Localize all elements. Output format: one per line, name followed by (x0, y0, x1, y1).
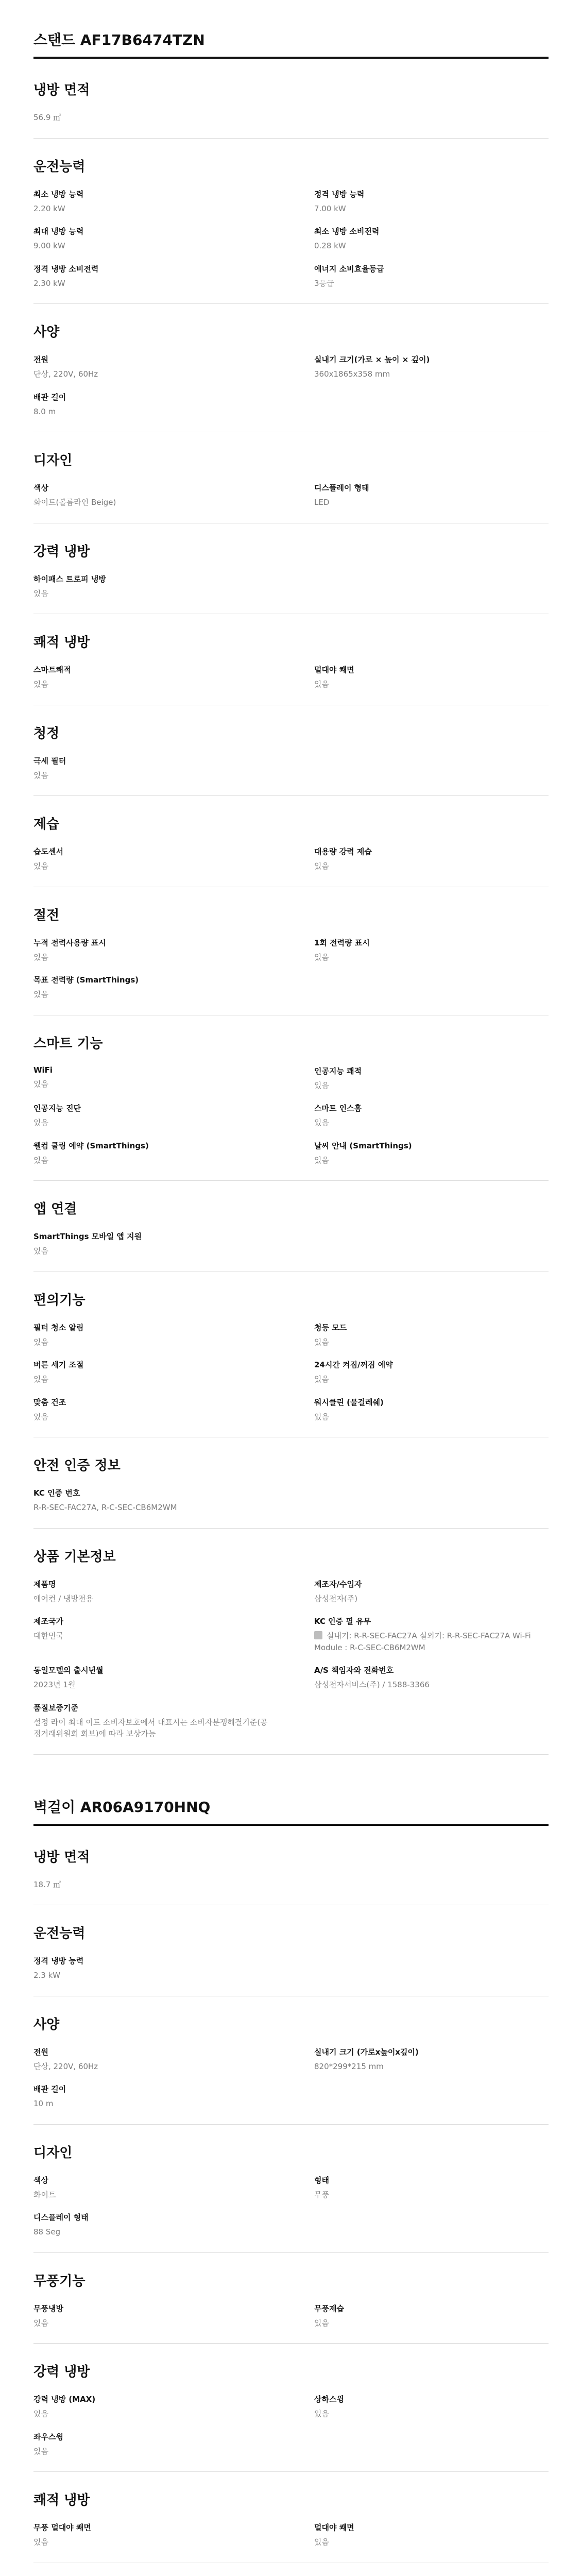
product-spec (33, 29, 549, 1755)
spec-section (33, 632, 549, 705)
spec-label: 정격 냉방 능력 (314, 189, 365, 199)
spec-value: 삼성전자서비스(주) / 1588-3366 (314, 1680, 430, 1689)
spec-section (33, 905, 549, 1015)
spec-value: 2023년 1월 (33, 1680, 76, 1689)
spec-item (33, 189, 268, 215)
spec-label: 동일모델의 출시년월 (33, 1666, 104, 1675)
spec-item (33, 664, 268, 690)
spec-section (33, 814, 549, 887)
spec-value-row (314, 1117, 549, 1129)
spec-label: 습도센서 (33, 847, 63, 856)
spec-value: 있음 (314, 680, 329, 689)
spec-value: 있음 (314, 1412, 329, 1421)
spec-value-row (33, 2536, 268, 2548)
spec-item (314, 2046, 549, 2073)
spec-value: 있음 (33, 861, 48, 871)
spec-value-row (33, 588, 268, 600)
spec-value-row (33, 770, 268, 782)
spec-item (33, 2522, 268, 2548)
spec-value: 있음 (33, 990, 48, 999)
spec-label: 무풍 멀대야 쾌면 (33, 2523, 91, 2532)
spec-value: 9.00 kW (33, 241, 65, 250)
spec-value: 화이트(볼륨라인 Beige) (33, 498, 116, 507)
spec-value: 2.3 kW (33, 1971, 61, 1980)
spec-value-row (33, 406, 268, 418)
spec-value-row (314, 952, 549, 963)
spec-value: 8.0 m (33, 406, 56, 416)
spec-value-row (33, 2446, 268, 2458)
spec-items (33, 1879, 549, 1891)
spec-value-row (314, 368, 549, 380)
spec-label: 에너지 소비효율등급 (314, 264, 384, 274)
spec-label: 제조국가 (33, 1617, 63, 1626)
spec-value-row (314, 1336, 549, 1348)
spec-label: 날씨 안내 (SmartThings) (314, 1141, 412, 1150)
spec-value-row (314, 203, 549, 215)
spec-item (33, 1397, 268, 1423)
spec-value: 3등급 (314, 278, 334, 288)
spec-item (314, 1616, 549, 1653)
spec-value-row (33, 1245, 268, 1257)
spec-value-row (33, 278, 268, 290)
spec-label: KC 인증 필 유무 (314, 1617, 371, 1626)
spec-section (33, 321, 549, 432)
spec-value: 에어컨 / 냉방전용 (33, 1594, 94, 1603)
spec-value: 있음 (33, 1337, 48, 1347)
spec-label: 멀대야 쾌면 (314, 2523, 354, 2532)
spec-item (33, 263, 268, 290)
spec-section (33, 450, 549, 523)
spec-label: KC 인증 번호 (33, 1488, 80, 1498)
spec-value-row (314, 2189, 549, 2201)
spec-label: 전원 (33, 2047, 48, 2057)
spec-value-row (33, 1630, 268, 1642)
spec-items (33, 1579, 549, 1740)
spec-label: 좌우스윙 (33, 2432, 63, 2442)
spec-value-row (33, 1411, 268, 1423)
spec-item (33, 1879, 268, 1891)
spec-section (33, 156, 549, 304)
spec-value: 설정 라이 최대 이트 소비자보호에서 대표시는 소비자분쟁해결기준(공정거래위원회 회보)에 따라 보상가능 (33, 1717, 268, 1738)
spec-value-row (314, 497, 549, 509)
spec-item (314, 1359, 549, 1385)
spec-label: 형태 (314, 2175, 329, 2185)
section-title: 냉방 면적 (33, 1849, 90, 1865)
spec-item (33, 1702, 268, 1740)
spec-section (33, 2142, 549, 2253)
spec-value: 있음 (33, 2409, 48, 2418)
spec-value-row (33, 112, 268, 124)
spec-value: 있음 (314, 861, 329, 871)
spec-value-row (33, 2226, 268, 2238)
spec-value: 있음 (314, 1337, 329, 1347)
spec-value: 7.00 kW (314, 204, 346, 213)
spec-value-row (33, 1679, 268, 1691)
section-title: 디자인 (33, 453, 73, 468)
spec-value-row (33, 2098, 268, 2110)
spec-label: 최소 냉방 소비전력 (314, 227, 380, 236)
spec-value: 있음 (33, 2318, 48, 2328)
model-title: 스탠드 AF17B6474TZN (33, 29, 549, 59)
spec-value: 0.28 kW (314, 241, 346, 250)
spec-label: 제품명 (33, 1579, 56, 1589)
spec-value: R-R-SEC-FAC27A, R-C-SEC-CB6M2WM (33, 1503, 177, 1512)
spec-label: 최소 냉방 능력 (33, 189, 84, 199)
spec-item (33, 1665, 268, 1691)
spec-value-row (314, 1155, 549, 1166)
spec-item (33, 2046, 268, 2073)
spec-item (33, 1579, 268, 1605)
kc-mark-icon (314, 1631, 322, 1639)
spec-item (33, 573, 268, 600)
spec-item (33, 974, 268, 1001)
spec-value: 있음 (33, 952, 48, 962)
spec-value-row (314, 2536, 549, 2548)
spec-label: 정격 냉방 소비전력 (33, 264, 99, 274)
spec-item (314, 2394, 549, 2420)
spec-value: 있음 (314, 2318, 329, 2328)
spec-item (33, 392, 268, 418)
spec-section (33, 2361, 549, 2472)
spec-section (33, 2014, 549, 2125)
spec-value-row (314, 2317, 549, 2329)
spec-item (33, 1322, 268, 1348)
spec-items (33, 2394, 549, 2457)
spec-item (33, 1231, 268, 1257)
model-title: 벽걸이 AR06A9170HNQ (33, 1796, 549, 1826)
spec-value-row (314, 1374, 549, 1385)
spec-item (314, 2303, 549, 2329)
spec-value: 있음 (33, 1079, 48, 1089)
spec-value-row (33, 1717, 268, 1740)
spec-item (33, 755, 268, 782)
spec-value: 있음 (33, 770, 48, 780)
spec-item (314, 846, 549, 872)
spec-value: 있음 (33, 2446, 48, 2456)
spec-item (314, 1579, 549, 1605)
spec-section (33, 79, 549, 139)
spec-value-row (33, 1078, 268, 1090)
section-title: 디자인 (33, 2145, 73, 2161)
spec-items (33, 1955, 549, 1981)
spec-label: 상하스윙 (314, 2395, 344, 2404)
spec-value-row (33, 240, 268, 252)
spec-value-row (314, 1411, 549, 1423)
spec-label: SmartThings 모바일 앱 지원 (33, 1232, 142, 1241)
spec-value: 2.20 kW (33, 204, 65, 213)
spec-label: 무풍냉방 (33, 2303, 63, 2313)
spec-value: 10 m (33, 2099, 54, 2108)
spec-item (314, 482, 549, 509)
spec-item (314, 2522, 549, 2548)
section-title: 청정 (33, 725, 60, 741)
spec-value: 있음 (33, 2537, 48, 2547)
spec-value-row (33, 1593, 268, 1605)
spec-label: 하이패스 트로피 냉방 (33, 574, 106, 584)
spec-section (33, 2489, 549, 2563)
spec-label: 대용량 강력 제습 (314, 847, 372, 856)
spec-item (314, 937, 549, 963)
spec-section (33, 1923, 549, 1996)
spec-items (33, 112, 549, 124)
spec-label: 실내기 크기 (가로x높이x깊이) (314, 2047, 419, 2057)
spec-item (33, 1487, 268, 1514)
spec-value: 있음 (314, 1118, 329, 1127)
spec-label: 스마트쾌적 (33, 665, 71, 674)
spec-value: 단상, 220V, 60Hz (33, 2061, 98, 2071)
spec-items (33, 2303, 549, 2329)
spec-value-row (33, 989, 268, 1001)
spec-value-row (314, 240, 549, 252)
spec-label: 인공지능 진단 (33, 1104, 81, 1113)
spec-value: 있음 (33, 1155, 48, 1165)
spec-value-row (33, 368, 268, 380)
spec-item (33, 482, 268, 509)
spec-section (33, 1455, 549, 1529)
spec-items (33, 573, 549, 600)
spec-value: 2.30 kW (33, 278, 65, 288)
spec-value: 있음 (314, 2537, 329, 2547)
spec-label: 최대 냉방 능력 (33, 227, 84, 236)
spec-item (314, 354, 549, 380)
spec-items (33, 2522, 549, 2548)
spec-item (33, 1359, 268, 1385)
spec-item (33, 1140, 268, 1166)
spec-value-row (33, 1117, 268, 1129)
spec-item (33, 937, 268, 963)
spec-value: LED (314, 498, 330, 507)
spec-value-row (33, 2061, 268, 2073)
spec-label: 청등 모드 (314, 1323, 347, 1332)
spec-value: 820*299*215 mm (314, 2061, 384, 2071)
spec-value: 있음 (314, 1080, 329, 1090)
spec-label: 목표 전력량 (SmartThings) (33, 975, 139, 985)
spec-value: 있음 (314, 952, 329, 962)
spec-items (33, 482, 549, 509)
spec-value: 실내기: R-R-SEC-FAC27A 실외기: R-R-SEC-FAC27A Wi-Fi Module : R-C-SEC-CB6M2WM (314, 1631, 531, 1652)
section-title: 쾌적 냉방 (33, 635, 90, 650)
spec-value-row (314, 1630, 549, 1653)
spec-value-row (33, 2189, 268, 2201)
section-title: 강력 냉방 (33, 544, 90, 560)
spec-page (33, 0, 549, 2576)
spec-item (33, 1955, 268, 1981)
spec-item (33, 2394, 268, 2420)
spec-value: 대한민국 (33, 1631, 63, 1640)
spec-item (314, 189, 549, 215)
spec-section (33, 723, 549, 796)
spec-value-row (33, 1336, 268, 1348)
spec-items (33, 354, 549, 417)
spec-value: 있음 (33, 1375, 48, 1384)
spec-label: 24시간 켜짐/꺼짐 예약 (314, 1360, 393, 1369)
spec-items (33, 1231, 549, 1257)
spec-label: 필터 청소 알림 (33, 1323, 84, 1332)
spec-value-row (33, 1502, 268, 1514)
spec-item (314, 226, 549, 252)
spec-label: 디스플레이 형태 (314, 483, 369, 493)
spec-item (33, 1065, 268, 1092)
spec-section (33, 1033, 549, 1181)
spec-value-row (314, 860, 549, 872)
spec-value-row (33, 952, 268, 963)
spec-value-row (33, 497, 268, 509)
spec-item (33, 2212, 268, 2238)
spec-label: 버튼 세기 조절 (33, 1360, 84, 1369)
spec-value: 있음 (314, 1375, 329, 1384)
spec-item (314, 1397, 549, 1423)
spec-value: 56.9 ㎡ (33, 113, 61, 122)
spec-value: 무풍 (314, 2190, 329, 2199)
spec-section (33, 1846, 549, 1906)
spec-item (33, 2303, 268, 2329)
spec-label: 스마트 인스홈 (314, 1104, 362, 1113)
spec-label: 색상 (33, 483, 48, 493)
spec-items (33, 1487, 549, 1514)
spec-label: 극세 필터 (33, 756, 66, 766)
section-title: 운전능력 (33, 159, 85, 175)
spec-value: 화이트 (33, 2190, 56, 2199)
spec-value: 있음 (33, 1118, 48, 1127)
spec-value-row (33, 2408, 268, 2420)
spec-label: 워시클린 (물걸레쉐) (314, 1397, 384, 1407)
spec-item (33, 1616, 268, 1653)
spec-value-row (314, 679, 549, 690)
spec-item (314, 664, 549, 690)
spec-item (314, 2175, 549, 2201)
spec-label: 배관 길이 (33, 392, 66, 402)
spec-value-row (314, 278, 549, 290)
spec-section (33, 1546, 549, 1755)
section-title: 무풍기능 (33, 2273, 85, 2289)
spec-value: 단상, 220V, 60Hz (33, 369, 98, 379)
section-title: 상품 기본정보 (33, 1549, 116, 1565)
spec-value: 있음 (314, 1155, 329, 1165)
spec-item (33, 2431, 268, 2458)
section-title: 냉방 면적 (33, 82, 90, 98)
spec-value: 삼성전자(주) (314, 1594, 358, 1603)
spec-label: 맞춤 건조 (33, 1397, 66, 1407)
product-spec (33, 1796, 549, 2576)
spec-value-row (33, 2317, 268, 2329)
spec-item (33, 1103, 268, 1129)
section-title: 운전능력 (33, 1926, 85, 1941)
section-title: 편의기능 (33, 1292, 85, 1308)
spec-value-row (33, 203, 268, 215)
spec-value-row (33, 860, 268, 872)
spec-value-row (314, 2408, 549, 2420)
spec-value-row (33, 1155, 268, 1166)
spec-items (33, 189, 549, 290)
spec-section (33, 1198, 549, 1272)
spec-label: 무풍제습 (314, 2303, 344, 2313)
spec-value-row (314, 1679, 549, 1691)
spec-label: 색상 (33, 2175, 48, 2185)
section-title: 쾌적 냉방 (33, 2493, 90, 2508)
spec-item (33, 354, 268, 380)
spec-label: 정격 냉방 능력 (33, 1956, 84, 1965)
spec-items (33, 2046, 549, 2110)
spec-value-row (314, 2061, 549, 2073)
spec-item (33, 112, 268, 124)
spec-items (33, 1065, 549, 1166)
spec-label: 디스플레이 형태 (33, 2213, 89, 2222)
spec-label: 배관 길이 (33, 2084, 66, 2094)
spec-label: 제조자/수입자 (314, 1579, 362, 1589)
spec-item (33, 846, 268, 872)
spec-section (33, 2270, 549, 2344)
spec-value: 18.7 ㎡ (33, 1879, 61, 1889)
spec-label: 전원 (33, 355, 48, 364)
section-title: 절전 (33, 907, 60, 923)
spec-section (33, 541, 549, 615)
spec-item (314, 1065, 549, 1092)
spec-items (33, 1322, 549, 1423)
spec-value-row (33, 1970, 268, 1981)
spec-items (33, 2175, 549, 2238)
spec-item (314, 1322, 549, 1348)
spec-value: 있음 (33, 588, 48, 598)
spec-value: 88 Seg (33, 2227, 61, 2236)
spec-label: WiFi (33, 1065, 53, 1075)
section-title: 안전 인증 정보 (33, 1458, 121, 1473)
spec-value: 있음 (33, 1412, 48, 1421)
section-title: 제습 (33, 817, 60, 832)
spec-label: 웰컴 쿨링 예약 (SmartThings) (33, 1141, 149, 1150)
section-title: 앱 연결 (33, 1201, 77, 1217)
spec-item (314, 1665, 549, 1691)
spec-item (33, 2083, 268, 2110)
spec-value: 있음 (33, 1246, 48, 1256)
spec-label: 강력 냉방 (MAX) (33, 2395, 96, 2404)
spec-items (33, 846, 549, 872)
spec-items (33, 664, 549, 690)
spec-item (314, 1103, 549, 1129)
spec-value: 있음 (33, 680, 48, 689)
spec-label: 실내기 크기(가로 × 높이 × 깊이) (314, 355, 430, 364)
section-title: 스마트 기능 (33, 1036, 103, 1052)
spec-value: 360x1865x358 mm (314, 369, 390, 379)
spec-label: 품질보증기준 (33, 1703, 78, 1713)
section-title: 사양 (33, 325, 60, 340)
spec-item (33, 226, 268, 252)
spec-item (33, 2175, 268, 2201)
spec-label: 멀대야 쾌면 (314, 665, 354, 674)
spec-items (33, 755, 549, 782)
spec-items (33, 937, 549, 1001)
section-title: 강력 냉방 (33, 2364, 90, 2380)
spec-value: 있음 (314, 2409, 329, 2418)
spec-value-row (33, 1879, 268, 1891)
spec-section (33, 1290, 549, 1438)
spec-value-row (314, 1080, 549, 1092)
spec-label: 1회 전력량 표시 (314, 938, 370, 947)
spec-value-row (314, 1593, 549, 1605)
section-title: 사양 (33, 2016, 60, 2032)
spec-label: 누적 전력사용량 표시 (33, 938, 106, 947)
spec-value-row (33, 1374, 268, 1385)
spec-item (314, 263, 549, 290)
spec-item (314, 1140, 549, 1166)
spec-label: A/S 책임자와 전화번호 (314, 1666, 394, 1675)
spec-label: 인공지능 쾌적 (314, 1066, 362, 1076)
spec-value-row (33, 679, 268, 690)
